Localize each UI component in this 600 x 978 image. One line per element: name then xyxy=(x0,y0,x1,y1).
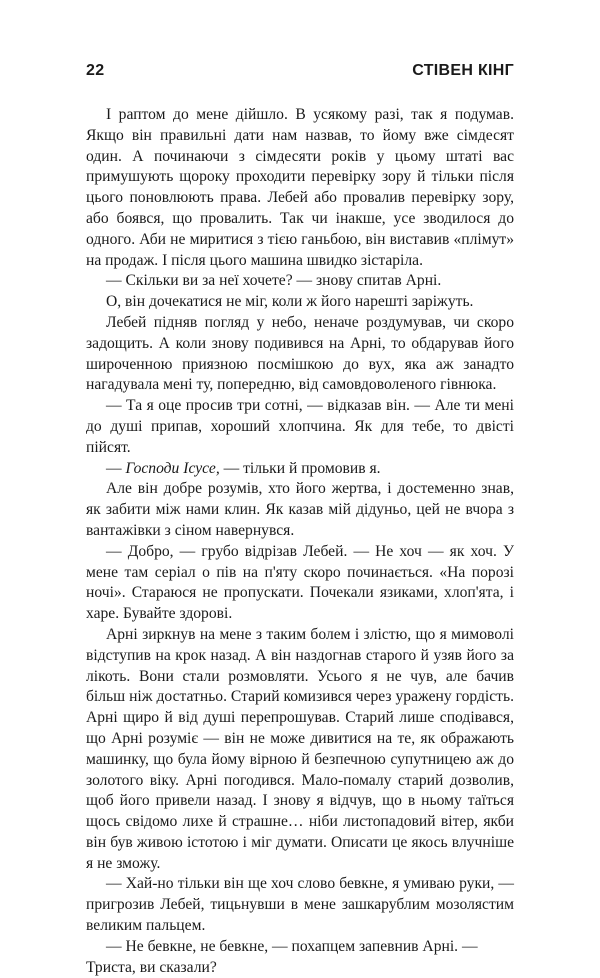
paragraph-1: І раптом до мене дійшло. В усякому разі, так я подумав. Якщо він правильні дати нам назвав, то йому вже сімдесят один. А починаючи з сімдесяти років у цьому штаті вас примушують щороку проходити перевірку зору й тільки після цього поновлюють права. Лебей або провалив перевірку зору, або боявся, що провалить. Так чи інакше, усе зводилося до одного. Аби не миритися з тією ганьбою, він виставив «плімут» на продаж. І після цього машина швидко зістаріла. xyxy=(86,106,514,269)
page-number: 22 xyxy=(86,62,105,79)
paragraph-7: Але він добре розумів, хто його жертва, і достеменно знав, як забити між нами клин. Як казав мій дідуньо, цей не вчора з вантажівки з сіном навернувся. xyxy=(86,480,514,539)
paragraph-4: Лебей підняв погляд у небо, неначе роздумував, чи скоро задощить. А коли знову подивився на Арні, то обдарував його широченною приязною посмішкою до вух, яка аж занадто нагадувала мені ту, попередню, від самовдоволеного гівнюка. xyxy=(86,313,514,394)
page-header xyxy=(86,62,514,86)
paragraph-2: — Скільки ви за неї хочете? — знову спитав Арні. xyxy=(106,272,442,290)
body-text xyxy=(86,105,514,978)
paragraph-6-tail: — тільки й промовив я. xyxy=(219,459,381,477)
paragraph-8: — Добро, — грубо відрізав Лебей. — Не хоч — як хоч. У мене там серіал о пів на п'яту скоро починається. «На порозі ночі». Стараюся не пропускати. Почекали язиками, хлоп'ята, і харе. Бувайте здорові. xyxy=(86,542,514,623)
paragraph-11: — Не бевкне, не бевкне, — похапцем запевнив Арні. — Триста, ви сказали? xyxy=(86,937,478,976)
italic-exclamation: Господи Ісусе, xyxy=(125,459,220,477)
paragraph-5: — Та я оце просив три сотні, — відказав він. — Але ти мені до душі припав, хороший хлопчина. Як для тебе, то двісті пійсят. xyxy=(86,397,514,456)
paragraph-10: — Хай-но тільки він ще хоч слово бевкне, я умиваю руки, — пригрозив Лебей, тицьнувши в мене зашкарублим мозолястим великим пальцем. xyxy=(86,875,514,935)
paragraph-9: Арні зиркнув на мене з таким болем і злістю, що я мимоволі відступив на крок назад. А він наздогнав старого й узяв його за лікоть. Вони стали розмовляти. Усього я не чув, але бачив більш ніж достатньо. Старий комизився через уражену гордість. Арні щиро й від душі перепрошував. Старий лише сподівався, що Арні розуміє — він не може дивитися на те, як ображають машинку, що була йому вірною й безпечною супутницею аж до золотого віку. Арні погодився. Мало-помалу старий дозволив, щоб його привели назад. І знову я відчув, що в ньому таїться щось свідомо лихе й страшне… ніби листопадовий вітер, якби він був живою істотою і міг думати. Описати це якось влучніше я не зможу. xyxy=(86,625,514,872)
paragraph-3: О, він дочекатися не міг, коли ж його нарешті заріжуть. xyxy=(106,293,474,311)
running-head-author: СТІВЕН КІНГ xyxy=(412,62,514,79)
paragraph-6: — Господи Ісусе, — тільки й промовив я. xyxy=(106,459,381,477)
